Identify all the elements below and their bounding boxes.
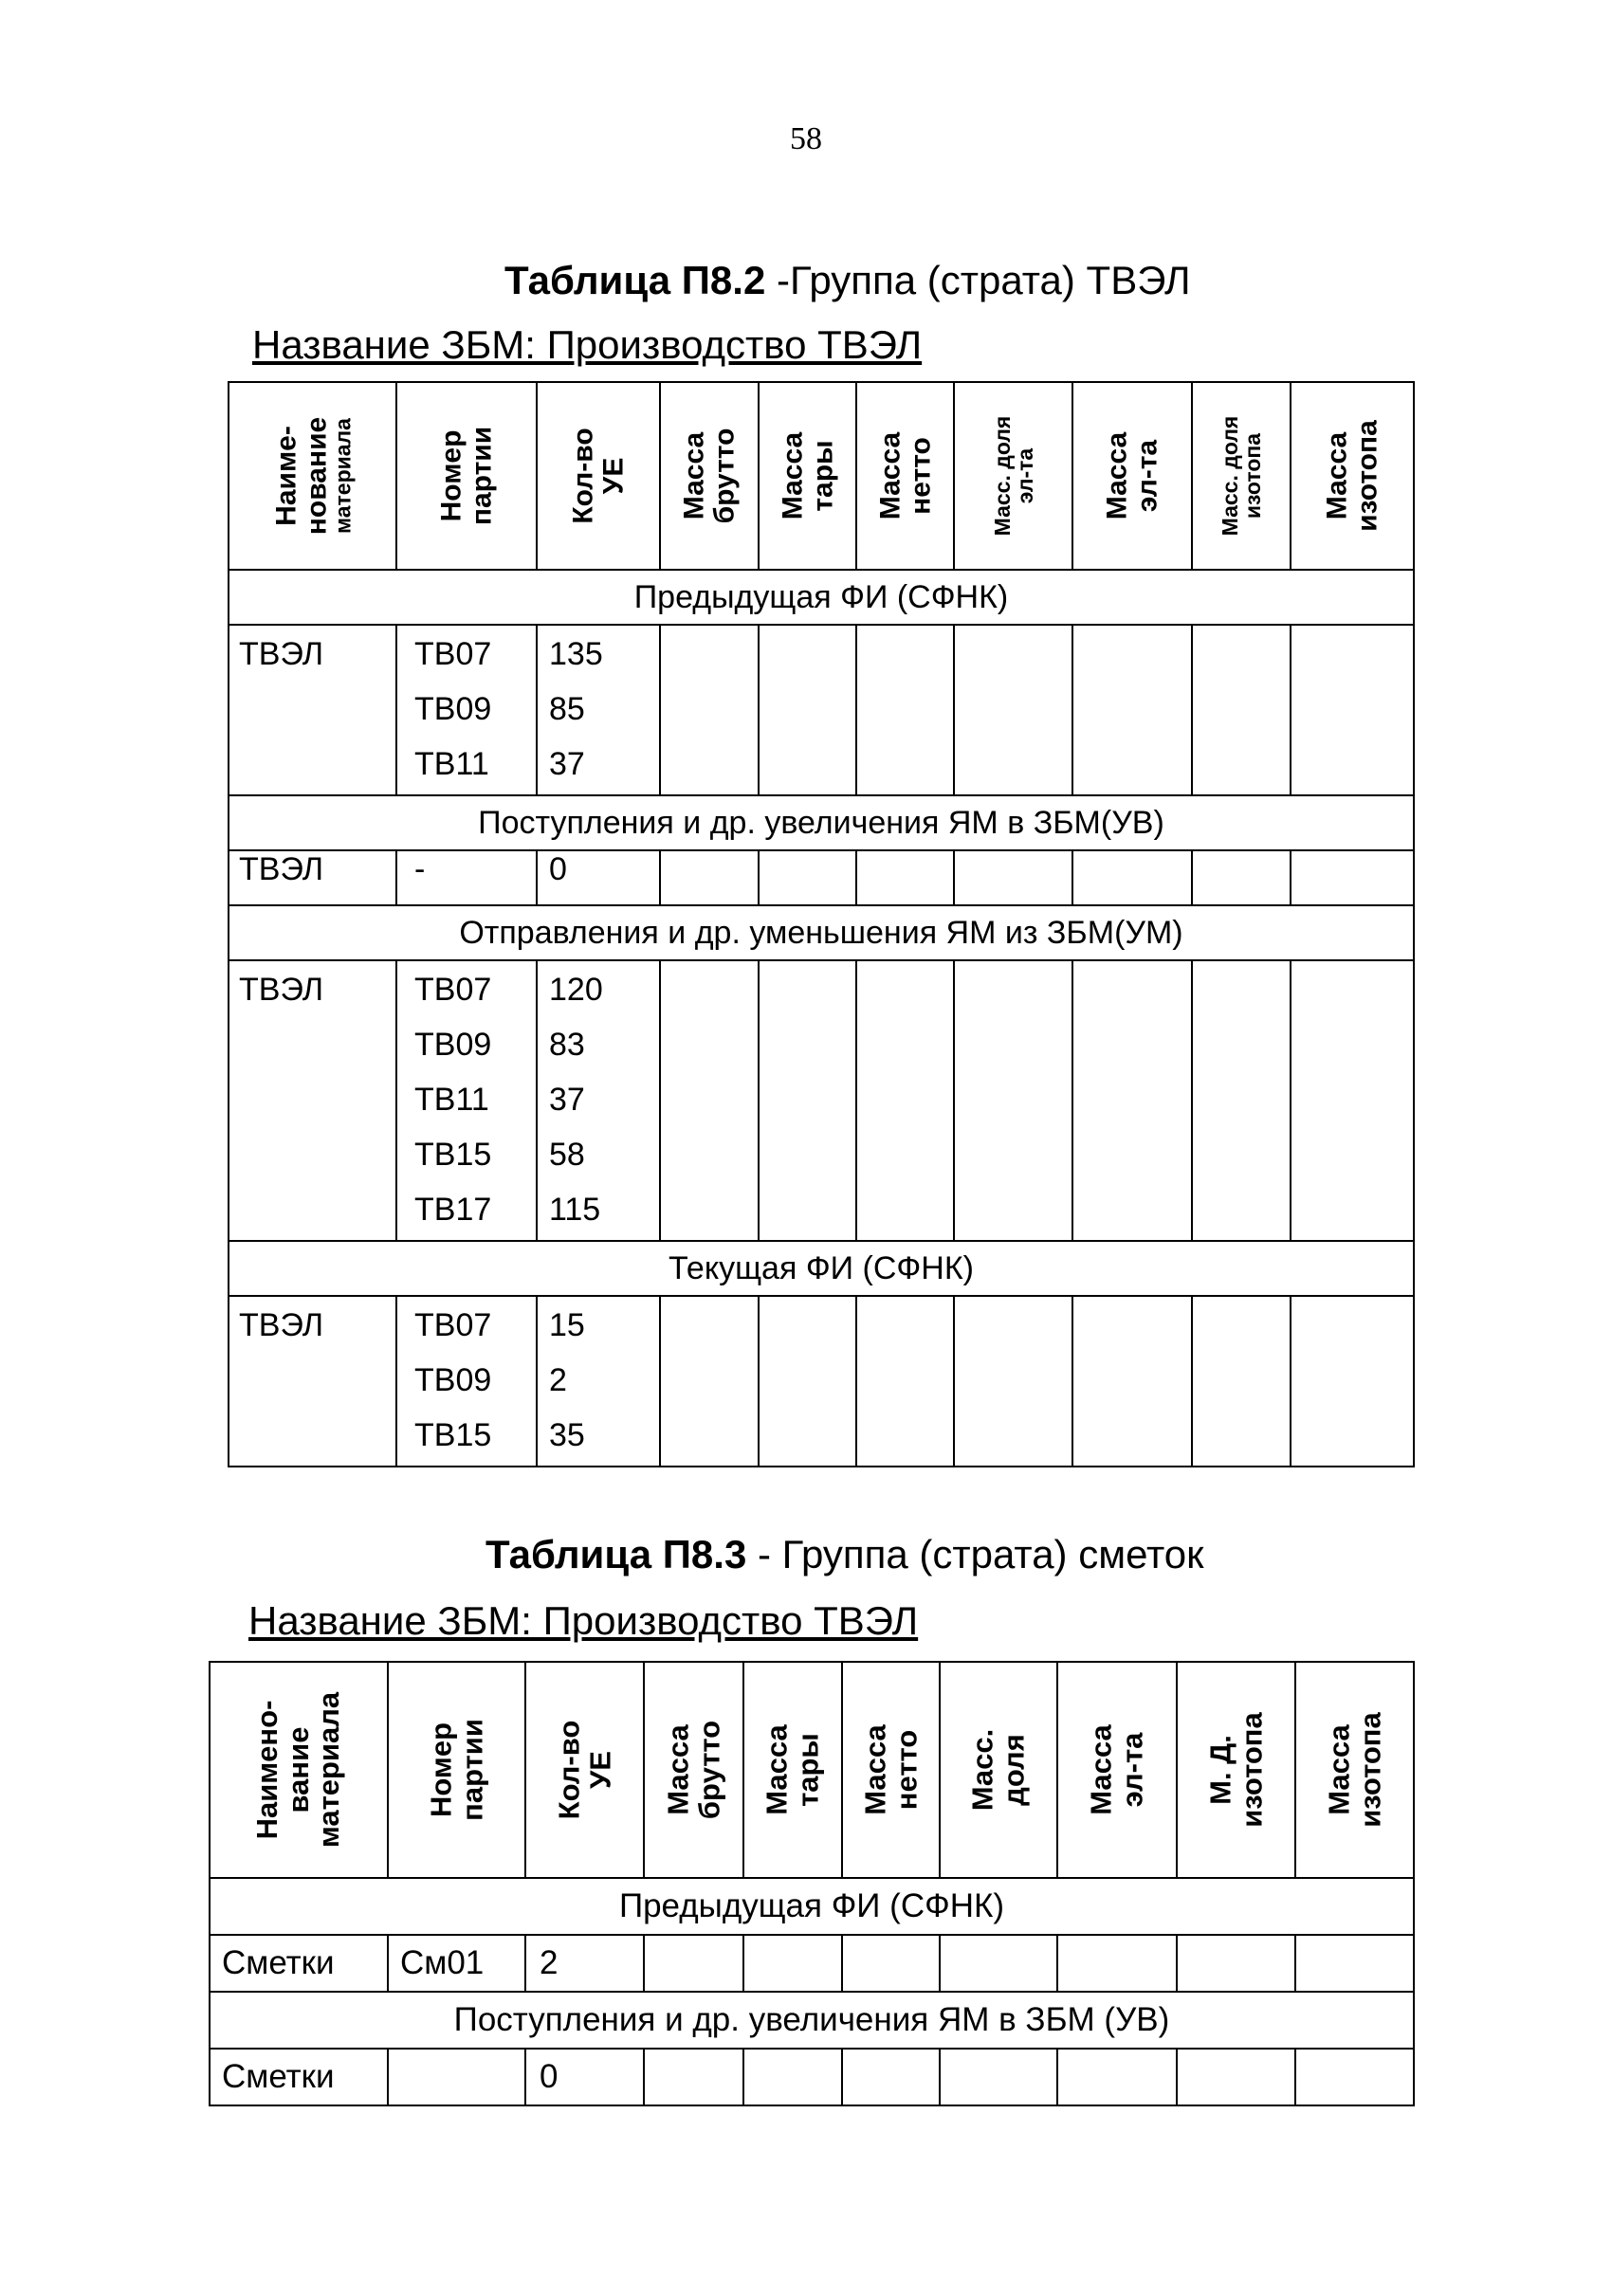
t1-data-row [229,625,1414,795]
t2-header-tare-mass: Масса тары [743,1662,842,1878]
t2-header-element-fraction: Масс. доля [940,1662,1057,1878]
t2-header-gross-mass: Масса брутто [644,1662,743,1878]
t2-header-isotope-fraction: М. Д. изотопа [1177,1662,1295,1878]
t2-empty-cell [1177,2049,1295,2105]
t1-empty-cell [856,625,954,795]
table2-header-row [210,1662,1414,1878]
t1-material-cell: ТВЭЛ [229,960,396,1241]
t1-empty-cell [759,850,856,905]
t1-material-cell: ТВЭЛ [229,850,396,905]
t1-header-net-mass: Масса нетто [856,382,954,570]
t1-lot-cell: ТВ07 ТВ09 ТВ11 ТВ15 ТВ17 [396,960,537,1241]
t1-header-element-fraction: Масс. доля эл-та [954,382,1072,570]
t1-empty-cell [660,625,759,795]
t1-count-cell: 15 2 35 [537,1296,660,1467]
t1-empty-cell [1291,625,1414,795]
t2-empty-cell [1295,2049,1414,2105]
t1-header-material: Наиме- нование материала [229,382,396,570]
t2-data-row [210,1935,1414,1992]
t2-header-lot: Номер партии [388,1662,525,1878]
t1-empty-cell [1192,625,1291,795]
t2-empty-cell [940,1935,1057,1992]
t1-header-isotope-mass: Масса изотопа [1291,382,1414,570]
t1-empty-cell [1192,850,1291,905]
t1-count-cell: 120 83 37 58 115 [537,960,660,1241]
t1-material-cell: ТВЭЛ [229,1296,396,1467]
t1-material-cell: ТВЭЛ [229,625,396,795]
t1-lot-cell: - [396,850,537,905]
t2-empty-cell [1057,1935,1177,1992]
t2-section-title: Поступления и др. увеличения ЯМ в ЗБМ (УВ) [210,1992,1414,2049]
table1-caption [504,258,1191,303]
t2-empty-cell [1057,2049,1177,2105]
page-number: 58 [790,121,822,156]
t1-empty-cell [1291,1296,1414,1467]
t1-empty-cell [1072,625,1192,795]
t1-data-row [229,960,1414,1241]
table2-caption-text: - Группа (страта) сметок [746,1532,1204,1576]
t2-empty-cell [1177,1935,1295,1992]
t1-empty-cell [1291,960,1414,1241]
t1-header-gross-mass: Масса брутто [660,382,759,570]
t1-empty-cell [856,1296,954,1467]
t1-empty-cell [759,960,856,1241]
t1-empty-cell [954,625,1072,795]
t1-header-tare-mass: Масса тары [759,382,856,570]
t2-empty-cell [743,2049,842,2105]
t1-header-isotope-fraction: Масс. доля изотопа [1192,382,1291,570]
t1-empty-cell [759,625,856,795]
t1-empty-cell [954,960,1072,1241]
t1-empty-cell [759,1296,856,1467]
t1-data-row [229,1296,1414,1467]
table1-caption-text: -Группа (страта) ТВЭЛ [765,258,1191,302]
t1-empty-cell [660,1296,759,1467]
table2 [209,1661,1415,2106]
t1-empty-cell [1192,1296,1291,1467]
t2-empty-cell [940,2049,1057,2105]
table1-caption-number: Таблица П8.2 [504,258,766,302]
t2-lot-cell [388,2049,525,2105]
t1-header-lot: Номер партии [396,382,537,570]
table1-header-row [229,382,1414,570]
t2-empty-cell [644,2049,743,2105]
t2-header-net-mass: Масса нетто [842,1662,940,1878]
t2-lot-cell: См01 [388,1935,525,1992]
t1-empty-cell [954,1296,1072,1467]
table2-subtitle: Название ЗБМ: Производство ТВЭЛ [248,1598,919,1643]
t1-empty-cell [856,850,954,905]
t2-header-material: Наимено- вание материала [210,1662,388,1878]
t2-empty-cell [842,1935,940,1992]
t2-material-cell: Сметки [210,1935,388,1992]
t1-empty-cell [1072,960,1192,1241]
t2-empty-cell [1295,1935,1414,1992]
table2-caption-number: Таблица П8.3 [485,1532,747,1576]
t2-count-cell: 2 [525,1935,644,1992]
table1-subtitle: Название ЗБМ: Производство ТВЭЛ [252,322,923,367]
t1-empty-cell [1072,850,1192,905]
t2-material-cell: Сметки [210,2049,388,2105]
t2-empty-cell [644,1935,743,1992]
t1-data-row [229,850,1414,905]
t1-empty-cell [1192,960,1291,1241]
t1-count-cell: 0 [537,850,660,905]
t1-lot-cell: ТВ07 ТВ09 ТВ15 [396,1296,537,1467]
t1-lot-cell: ТВ07 ТВ09 ТВ11 [396,625,537,795]
t1-empty-cell [660,850,759,905]
t2-data-row [210,2049,1414,2105]
t1-empty-cell [856,960,954,1241]
t2-empty-cell [743,1935,842,1992]
t1-count-cell: 135 85 37 [537,625,660,795]
t2-header-isotope-mass: Масса изотопа [1295,1662,1414,1878]
t2-header-element-mass: Масса эл-та [1057,1662,1177,1878]
t1-empty-cell [1072,1296,1192,1467]
t1-section-title: Текущая ФИ (СФНК) [229,1241,1414,1296]
t1-section-title: Предыдущая ФИ (СФНК) [229,570,1414,625]
t2-empty-cell [842,2049,940,2105]
table1 [228,381,1415,1467]
t2-section-title: Предыдущая ФИ (СФНК) [210,1878,1414,1935]
t1-empty-cell [1291,850,1414,905]
t1-empty-cell [660,960,759,1241]
t1-section-title: Поступления и др. увеличения ЯМ в ЗБМ(УВ) [229,795,1414,850]
t1-header-element-mass: Масса эл-та [1072,382,1192,570]
t1-header-count: Кол-во УЕ [537,382,660,570]
t1-empty-cell [954,850,1072,905]
t2-header-count: Кол-во УЕ [525,1662,644,1878]
table2-caption [485,1532,1204,1577]
t1-section-title: Отправления и др. уменьшения ЯМ из ЗБМ(УМ) [229,905,1414,960]
t2-count-cell: 0 [525,2049,644,2105]
